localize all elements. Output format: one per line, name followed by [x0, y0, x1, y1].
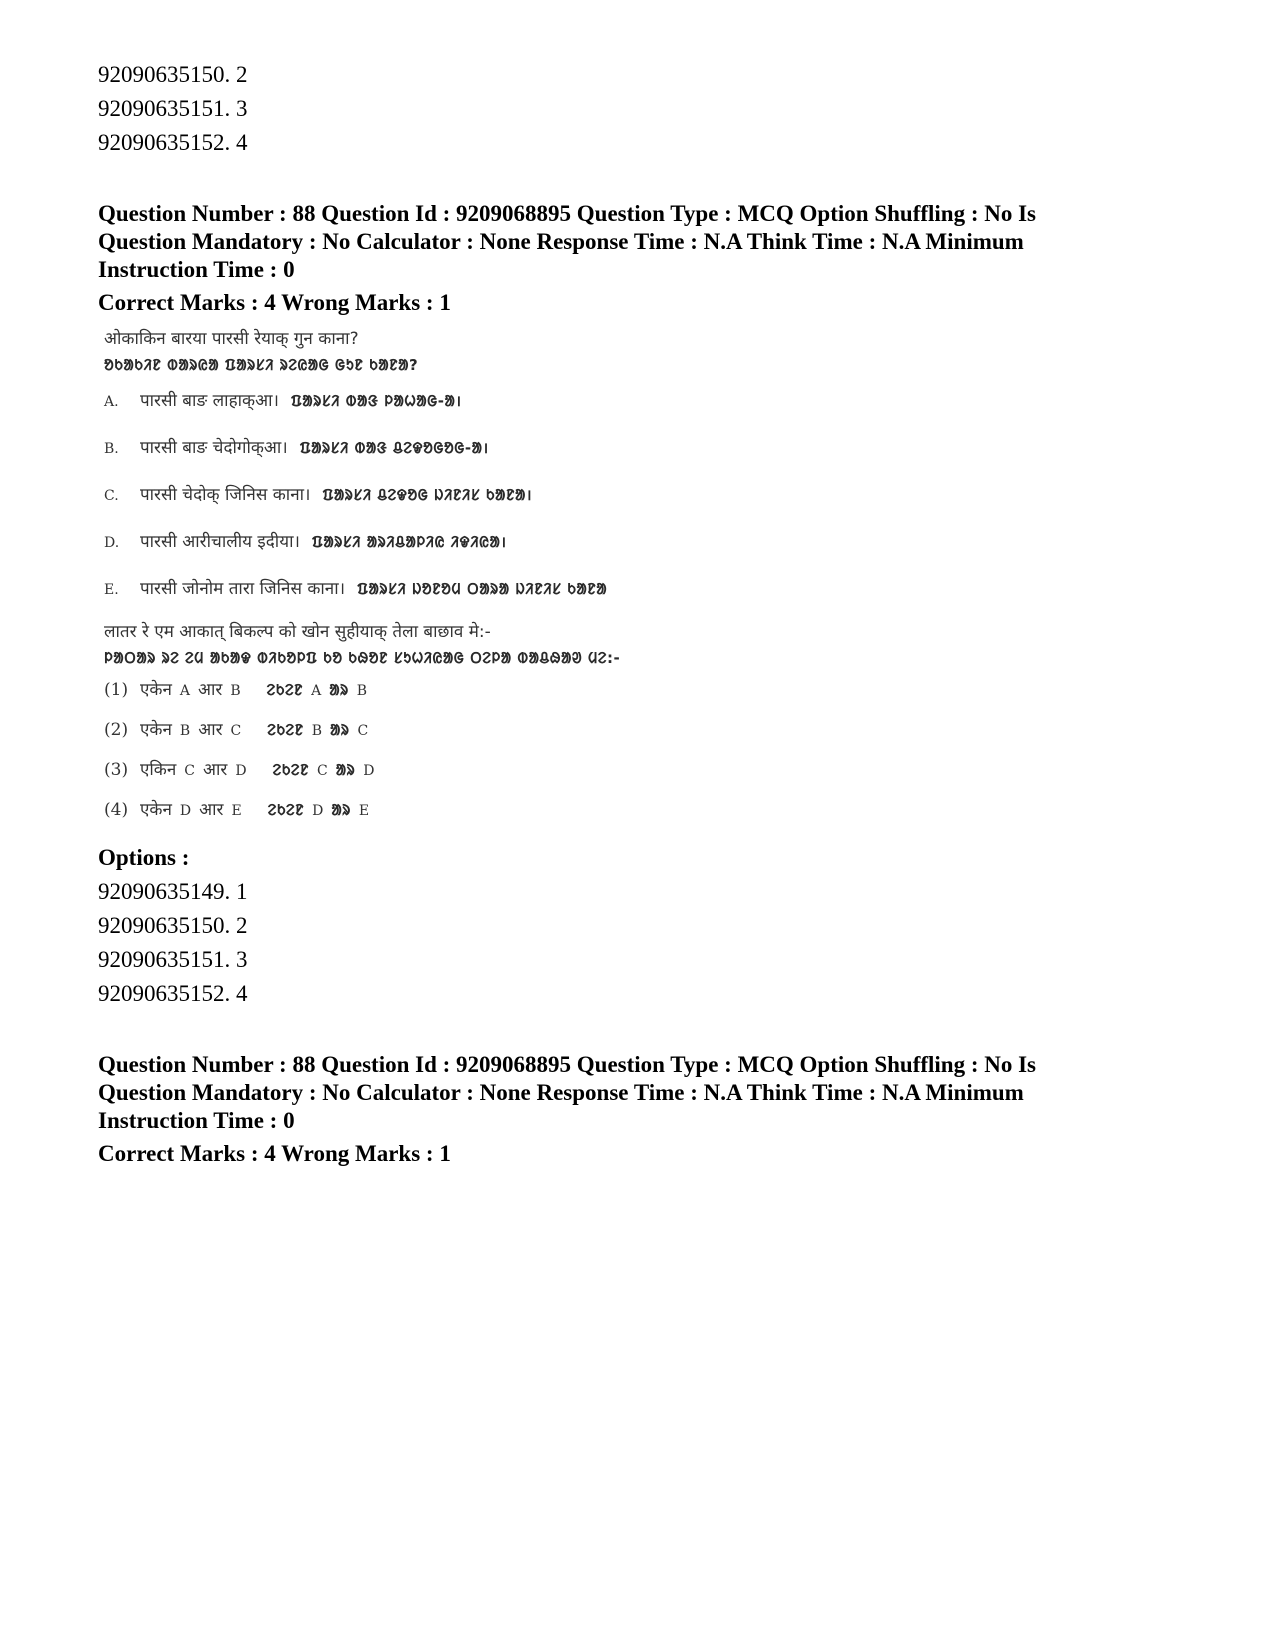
choice-letter: D [312, 803, 324, 819]
choice-letter: A [179, 683, 191, 699]
choice-olchiki-and: ᱟᱨ [329, 721, 350, 739]
statement-olchiki: ᱯᱟᱨᱥᱤ ᱪᱮᱫᱚᱜ ᱡᱤᱱᱤᱥ ᱠᱟᱱᱟ। [322, 486, 533, 504]
statement-devanagari: पारसी आरीचालीय इदीया। [140, 532, 300, 552]
instruction-devanagari: लातर रे एम आकात् बिकल्प को खोन सुहीयाक् तेला बाछाव मे:- [104, 622, 491, 642]
previous-options-list [98, 58, 1178, 160]
choice-and-word: आर [199, 800, 224, 820]
choice-olchiki-and: ᱟᱨ [329, 681, 349, 699]
option-line: 92090635152. 4 [98, 981, 248, 1006]
marks-line: Correct Marks : 4 Wrong Marks : 1 [98, 290, 451, 315]
statement-item [104, 425, 724, 472]
choice-letter: A [311, 683, 322, 699]
statement-letter: E. [104, 582, 119, 598]
instruction-olchiki: ᱞᱟᱛᱟᱨ ᱨᱮ ᱮᱢ ᱟᱠᱟᱫ ᱵᱤᱠᱚᱞᱯ ᱠᱚ ᱠᱷᱚᱱ ᱥᱩᱦᱤᱭᱟᱜ ᱛᱮᱞᱟ ᱵᱟᱪᱷᱟᱣ ᱢᱮ:- [104, 649, 621, 667]
question-text-devanagari: ओकाकिन बारया पारसी रेयाक् गुन काना? [104, 329, 359, 349]
statement-letter: B. [104, 441, 119, 457]
choice-letter: B [356, 683, 368, 699]
choice-letter: D [179, 803, 192, 819]
choice-olchiki-word: ᱮᱠᱮᱱ [266, 681, 304, 699]
option-line: 92090635151. 3 [98, 96, 248, 121]
choice-number: (1) [104, 680, 129, 700]
option-line: 92090635151. 3 [98, 947, 248, 972]
choice-olchiki-word: ᱮᱠᱮᱱ [267, 721, 304, 739]
statement-olchiki: ᱯᱟᱨᱥᱤ ᱟᱨᱤᱪᱟᱞᱤᱭ ᱤᱫᱤᱭᱟ। [311, 533, 507, 551]
choice-number: (4) [104, 800, 129, 820]
choice-devanagari-word: एकेन [140, 680, 172, 700]
statement-devanagari: पारसी चेदोक् जिनिस काना। [140, 485, 311, 505]
choice-letter: B [230, 683, 241, 699]
question-header-line: Question Number : 88 Question Id : 9209068895 Question Type : MCQ Option Shuffling : No Is [98, 201, 1037, 226]
choice-and-word: आर [198, 720, 223, 740]
choice-letter: E [358, 803, 370, 819]
document-page [98, 58, 1178, 1171]
question-header-line: Instruction Time : 0 [98, 1108, 295, 1133]
choice-letter: B [311, 723, 322, 739]
options-list [98, 875, 1178, 1011]
choice-item [104, 671, 724, 711]
statement-olchiki: ᱯᱟᱨᱥᱤ ᱵᱟᱝ ᱞᱟᱦᱟᱜ-ᱟ। [290, 392, 462, 410]
statement-letter: A. [104, 394, 119, 410]
question-header-line: Question Mandatory : No Calculator : None Response Time : N.A Think Time : N.A Minimum [98, 229, 1024, 254]
choice-letter: D [235, 763, 247, 779]
statement-devanagari: पारसी जोनोम तारा जिनिस काना। [140, 579, 346, 599]
choice-olchiki-word: ᱮᱠᱮᱱ [272, 761, 310, 779]
choice-devanagari-word: एकिन [140, 760, 177, 780]
question-header-line: Question Number : 88 Question Id : 9209068895 Question Type : MCQ Option Shuffling : No Is [98, 1052, 1037, 1077]
choice-devanagari-word: एकेन [140, 800, 172, 820]
choice-letter: C [184, 763, 196, 779]
option-line: 92090635149. 1 [98, 879, 248, 904]
question-block [98, 1051, 1178, 1171]
question-header-line: Instruction Time : 0 [98, 257, 295, 282]
choice-olchiki-and: ᱟᱨ [335, 761, 356, 779]
statement-olchiki: ᱯᱟᱨᱥᱤ ᱡᱚᱱᱚᱢ ᱛᱟᱨᱟ ᱡᱤᱱᱤᱥ ᱠᱟᱱᱟ [357, 580, 608, 598]
statement-item [104, 378, 724, 425]
statement-item [104, 519, 724, 566]
choice-and-word: आर [203, 760, 228, 780]
choice-devanagari-word: एकेन [140, 720, 172, 740]
choice-number: (2) [104, 720, 129, 740]
option-line: 92090635150. 2 [98, 62, 248, 87]
statement-item [104, 566, 724, 613]
question-header [98, 200, 1178, 284]
question-header-line: Question Mandatory : No Calculator : None Response Time : N.A Think Time : N.A Minimum [98, 1080, 1024, 1105]
question-image [104, 326, 724, 831]
choice-letter: C [317, 763, 328, 779]
choice-item [104, 791, 724, 831]
question-text-olchiki: ᱚᱠᱟᱠᱤᱱ ᱵᱟᱨᱭᱟ ᱯᱟᱨᱥᱤ ᱨᱮᱭᱟᱜ ᱜᱩᱱ ᱠᱟᱱᱟ? [104, 356, 419, 374]
choice-olchiki-word: ᱮᱠᱮᱱ [267, 801, 305, 819]
choice-number: (3) [104, 760, 129, 780]
choice-and-word: आर [198, 680, 223, 700]
statement-letter: D. [104, 535, 120, 551]
statement-olchiki: ᱯᱟᱨᱥᱤ ᱵᱟᱝ ᱪᱮᱫᱚᱜᱚᱜ-ᱟ। [299, 439, 489, 457]
choice-letter: D [363, 763, 375, 779]
options-title: Options : [98, 845, 190, 870]
question-block [98, 200, 1178, 1011]
question-header [98, 1051, 1178, 1135]
statement-devanagari: पारसी बाङ चेदोगोक्आ। [140, 438, 288, 458]
choice-letter: C [357, 723, 369, 739]
choice-letter: C [230, 723, 242, 739]
statement-devanagari: पारसी बाङ लाहाक्आ। [140, 391, 279, 411]
statement-item [104, 472, 724, 519]
choice-olchiki-and: ᱟᱨ [331, 801, 351, 819]
choice-item [104, 751, 724, 791]
choice-letter: E [231, 803, 242, 819]
option-line: 92090635150. 2 [98, 913, 248, 938]
statement-letter: C. [104, 488, 119, 504]
choice-item [104, 711, 724, 751]
option-line: 92090635152. 4 [98, 130, 248, 155]
marks-line: Correct Marks : 4 Wrong Marks : 1 [98, 1141, 451, 1166]
choice-letter: B [179, 723, 191, 739]
